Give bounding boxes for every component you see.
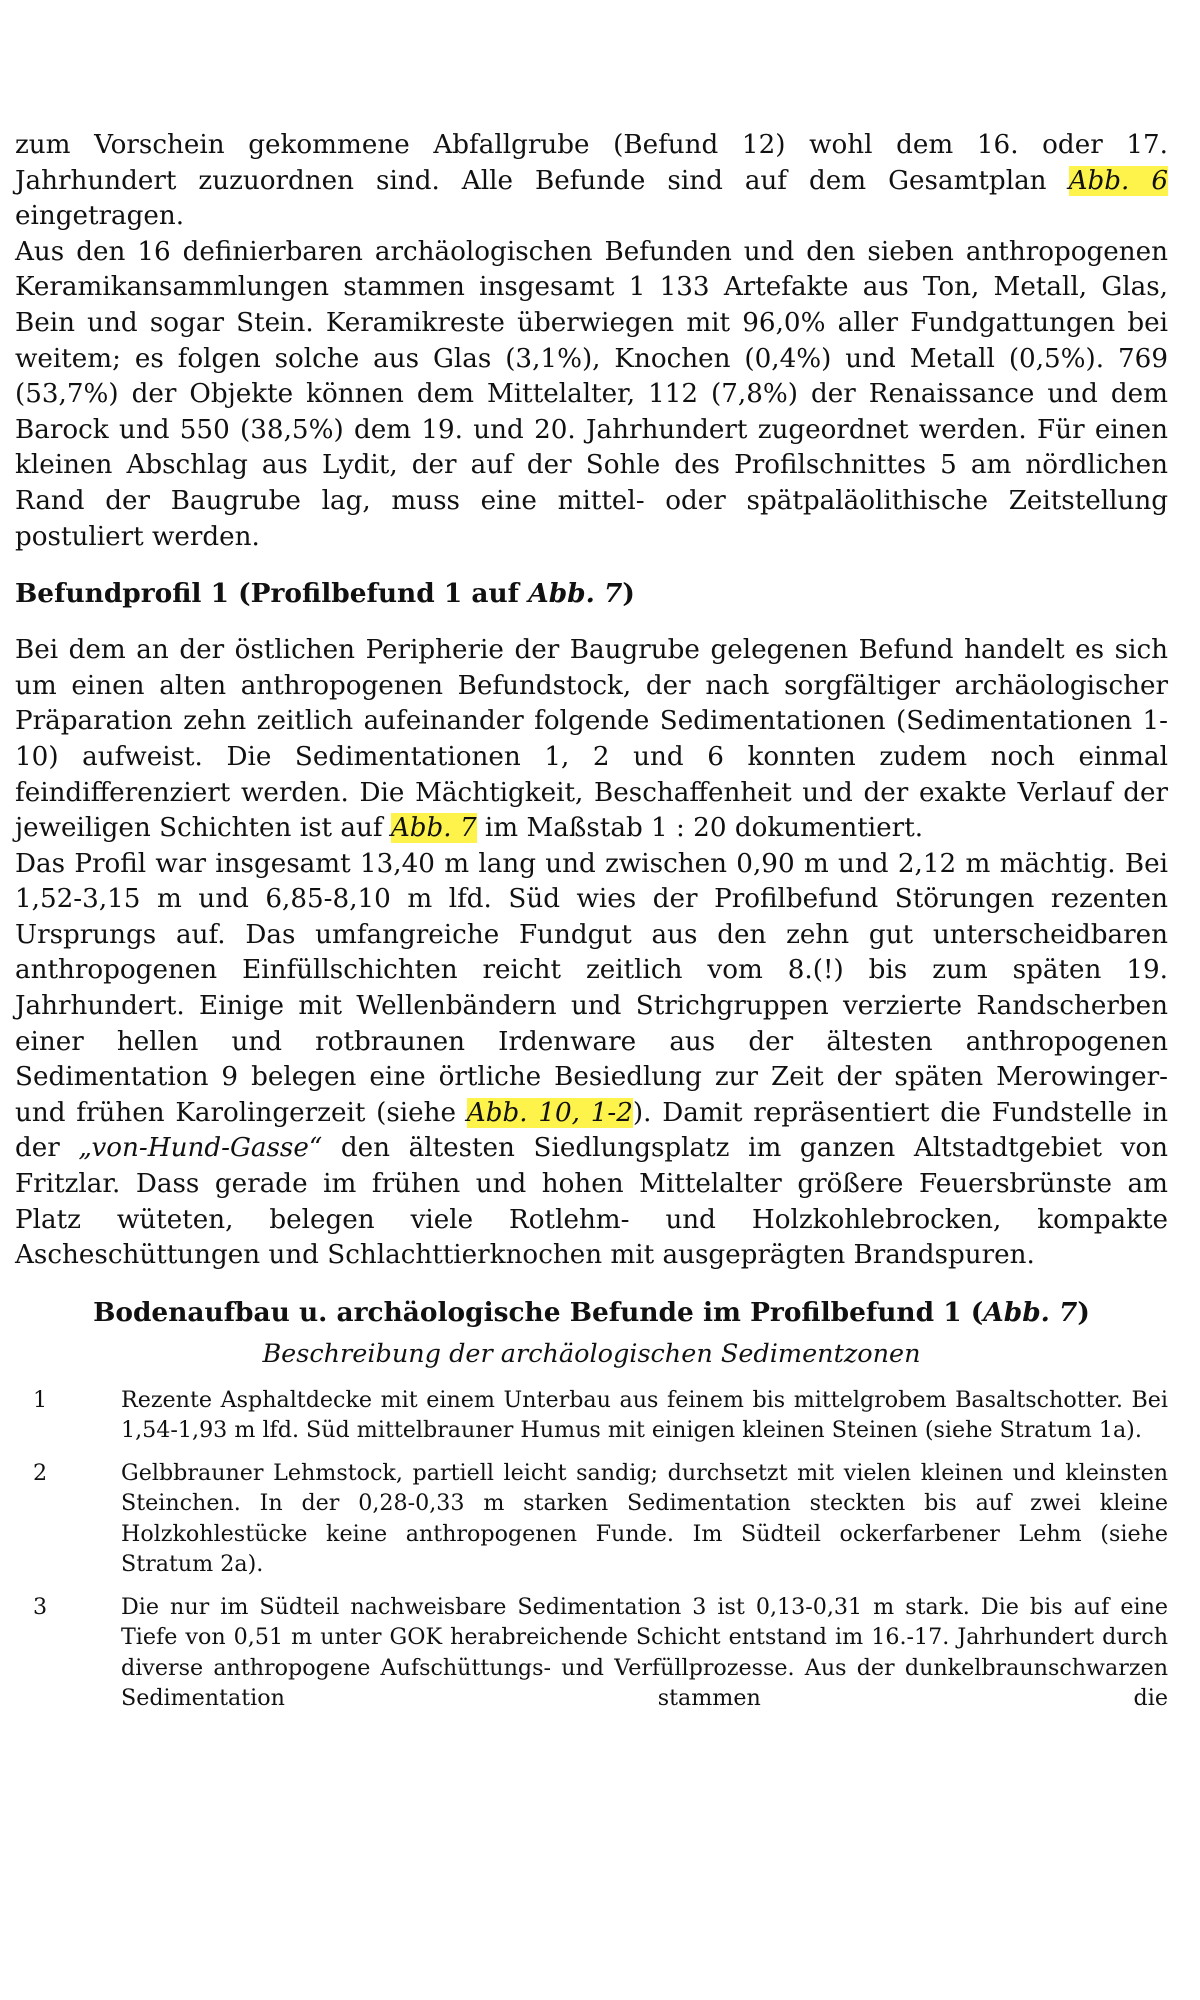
stratum-item bbox=[15, 1592, 1168, 1714]
intro-paragraph-1: zum Vorschein gekommene Abfallgrube (Befund 12) wohl dem 16. oder 17. Jahrhundert zuzuordnen sind. Alle Befunde sind auf dem Gesamtplan Abb. 6 eingetragen. bbox=[15, 130, 1168, 232]
section-heading-bodenaufbau: Bodenaufbau u. archäologische Befunde im Profilbefund 1 (Abb. 7) bbox=[93, 1296, 1090, 1328]
stratum-number: 3 bbox=[33, 1593, 48, 1620]
stratum-item bbox=[15, 1458, 1168, 1580]
stratum-description: Rezente Asphaltdecke mit einem Unterbau aus feinem bis mittelgrobem Basaltschotter. Bei 1,54-1,93 m lfd. Süd mittelbrauner Humus mit einigen kleinen Steinen (siehe Stratum 1a). bbox=[121, 1386, 1168, 1444]
strata-list bbox=[15, 1385, 1168, 1714]
section1-paragraph-1: Bei dem an der östlichen Peripherie der Baugrube gelegenen Befund handelt es sich um einen alten anthropogenen Befundstock, der nach sorgfältiger archäologischer Präparation zehn zeitlich aufeinander folgende Sedimentationen (Sedimentationen 1-10) aufweist. Die Sedimentationen 1, 2 und 6 konnten zudem noch einmal feindifferenziert werden. Die Mächtigkeit, Beschaffenheit und der exakte Verlauf der jeweiligen Schichten ist auf Abb. 7 im Maßstab 1 : 20 dokumentiert. bbox=[15, 635, 1168, 844]
stratum-number: 2 bbox=[33, 1459, 48, 1486]
figure-reference-highlight: Abb. 7 bbox=[390, 813, 477, 844]
quoted-place-name: „von-Hund-Gasse“ bbox=[78, 1133, 323, 1164]
stratum-description: Gelbbrauner Lehmstock, partiell leicht sandig; durchsetzt mit vielen kleinen und kleinsten Steinchen. In der 0,28-0,33 m starken Sedimentation steckten bis auf zwei kleine Holzkohlestücke keine anthropogenen Funde. Im Südteil ockerfarbener Lehm (siehe Stratum 2a). bbox=[121, 1459, 1168, 1578]
section1-paragraph-2: Das Profil war insgesamt 13,40 m lang und zwischen 0,90 m und 2,12 m mächtig. Bei 1,52-3,15 m und 6,85-8,10 m lfd. Süd wies der Profilbefund Störungen rezenten Ursprungs auf. Das umfangreiche Fundgut aus den zehn gut unterscheidbaren anthropogenen Einfüllschichten reicht zeitlich vom 8.(!) bis zum späten 19. Jahrhundert. Einige mit Wellenbändern und Strichgruppen verzierte Randscherben einer hellen und rotbraunen Irdenware aus der ältesten anthropogenen Sedimentation 9 belegen eine örtliche Besiedlung zur Zeit der späten Merowinger- und frühen Karolingerzeit (siehe Abb. 10, 1-2). Damit repräsentiert die Fundstelle in der „von-Hund-Gasse“ den ältesten Siedlungsplatz im ganzen Altstadtgebiet von Fritzlar. Dass gerade im frühen und hohen Mittelalter größere Feuersbrünste am Platz wüteten, belegen viele Rotlehm- und Holzkohlebrocken, kompakte Ascheschüttungen und Schlachttierknochen mit ausgeprägten Brandspuren. bbox=[15, 848, 1169, 1271]
figure-reference-highlight: Abb. 10, 1-2 bbox=[466, 1097, 633, 1128]
figure-reference-highlight: Abb. 6 bbox=[1068, 165, 1168, 196]
section-heading-befundprofil: Befundprofil 1 (Profilbefund 1 auf Abb. 7) bbox=[15, 578, 635, 610]
stratum-item bbox=[15, 1385, 1168, 1446]
intro-paragraph-2: Aus den 16 definierbaren archäologischen Befunden und den sieben anthropogenen Keramikansammlungen stammen insgesamt 1 133 Artefakte aus Ton, Metall, Glas, Bein und sogar Stein. Keramikreste überwiegen mit 96,0% aller Fundgattungen bei weitem; es folgen solche aus Glas (3,1%), Knochen (0,4%) und Metall (0,5%). 769 (53,7%) der Objekte können dem Mittelalter, 112 (7,8%) der Renaissance und dem Barock und 550 (38,5%) dem 19. und 20. Jahrhundert zugeordnet werden. Für einen kleinen Abschlag aus Lydit, der auf der Sohle des Profilschnittes 5 am nördlichen Rand der Baugrube lag, muss eine mittel- oder spätpaläolithische Zeitstellung postuliert werden. bbox=[15, 236, 1168, 552]
stratum-description: Die nur im Südteil nachweisbare Sedimentation 3 ist 0,13-0,31 m stark. Die bis auf eine Tiefe von 0,51 m unter GOK herabreichende Schicht entstand im 16.-17. Jahrhundert durch diverse anthropogene Aufschüttungs- und Verfüllprozesse. Aus der dunkelbraunschwarzen Sedimentation stammen die bbox=[121, 1593, 1168, 1712]
stratum-number: 1 bbox=[33, 1386, 48, 1413]
document-page bbox=[15, 128, 1168, 1726]
section-subheading: Beschreibung der archäologischen Sedimentzonen bbox=[262, 1338, 921, 1369]
